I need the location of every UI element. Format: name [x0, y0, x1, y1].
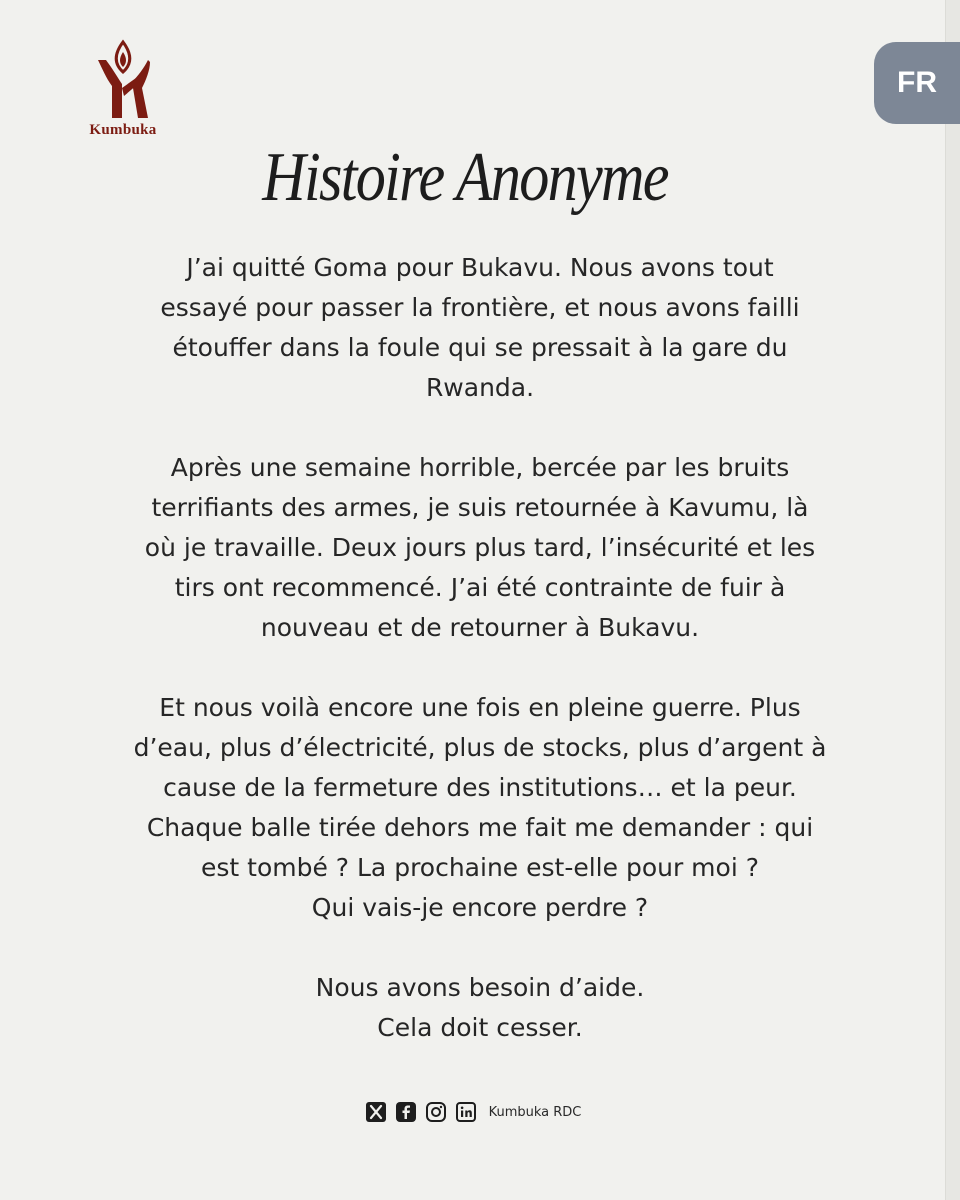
story-body: [90, 248, 870, 1088]
text-line: où je travaille. Deux jours plus tard, l’insécurité et les: [144, 533, 816, 562]
text-line: cause de la fermeture des institutions… et la peur.: [163, 773, 797, 802]
text-line: étouffer dans la foule qui se pressait à la gare du: [172, 333, 788, 362]
text-line: nouveau et de retourner à Bukavu.: [260, 613, 700, 642]
text-line: Cela doit cesser.: [377, 1013, 583, 1042]
text-line: tirs ont recommencé. J’ai été contrainte de fuir à: [174, 573, 786, 602]
text-line: Chaque balle tirée dehors me fait me demander : qui: [146, 813, 814, 842]
language-label: FR: [897, 66, 937, 99]
x-icon[interactable]: [365, 1101, 387, 1123]
facebook-icon[interactable]: [395, 1101, 417, 1123]
kumbuka-logo[interactable]: [78, 38, 168, 148]
instagram-icon[interactable]: [425, 1101, 447, 1123]
text-line: terrifiants des armes, je suis retournée à Kavumu, là: [151, 493, 809, 522]
page-title: Histoire Anonyme: [262, 139, 668, 216]
text-line: d’eau, plus d’électricité, plus de stocks, plus d’argent à: [133, 733, 827, 762]
text-line: Rwanda.: [425, 373, 535, 402]
text-line: Qui vais-je encore perdre ?: [311, 893, 649, 922]
text-line: Après une semaine horrible, bercée par les bruits: [170, 453, 790, 482]
text-line: Nous avons besoin d’aide.: [315, 973, 645, 1002]
paragraph: [90, 448, 870, 648]
hands-flame-icon: [92, 38, 154, 120]
social-footer: [0, 1101, 946, 1123]
text-line: J’ai quitté Goma pour Bukavu. Nous avons tout: [186, 253, 774, 282]
linkedin-icon[interactable]: [455, 1101, 477, 1123]
footer-handle: Kumbuka RDC: [488, 1104, 582, 1120]
language-badge[interactable]: [874, 42, 960, 124]
paragraph: [90, 248, 870, 408]
paragraph: [90, 968, 870, 1048]
text-line: Et nous voilà encore une fois en pleine guerre. Plus: [159, 693, 801, 722]
paper-edge: [945, 0, 960, 1200]
text-line: est tombé ? La prochaine est-elle pour moi ?: [200, 853, 759, 882]
brand-name: Kumbuka: [89, 122, 157, 138]
paragraph: [90, 688, 870, 928]
text-line: essayé pour passer la frontière, et nous avons failli: [160, 293, 800, 322]
